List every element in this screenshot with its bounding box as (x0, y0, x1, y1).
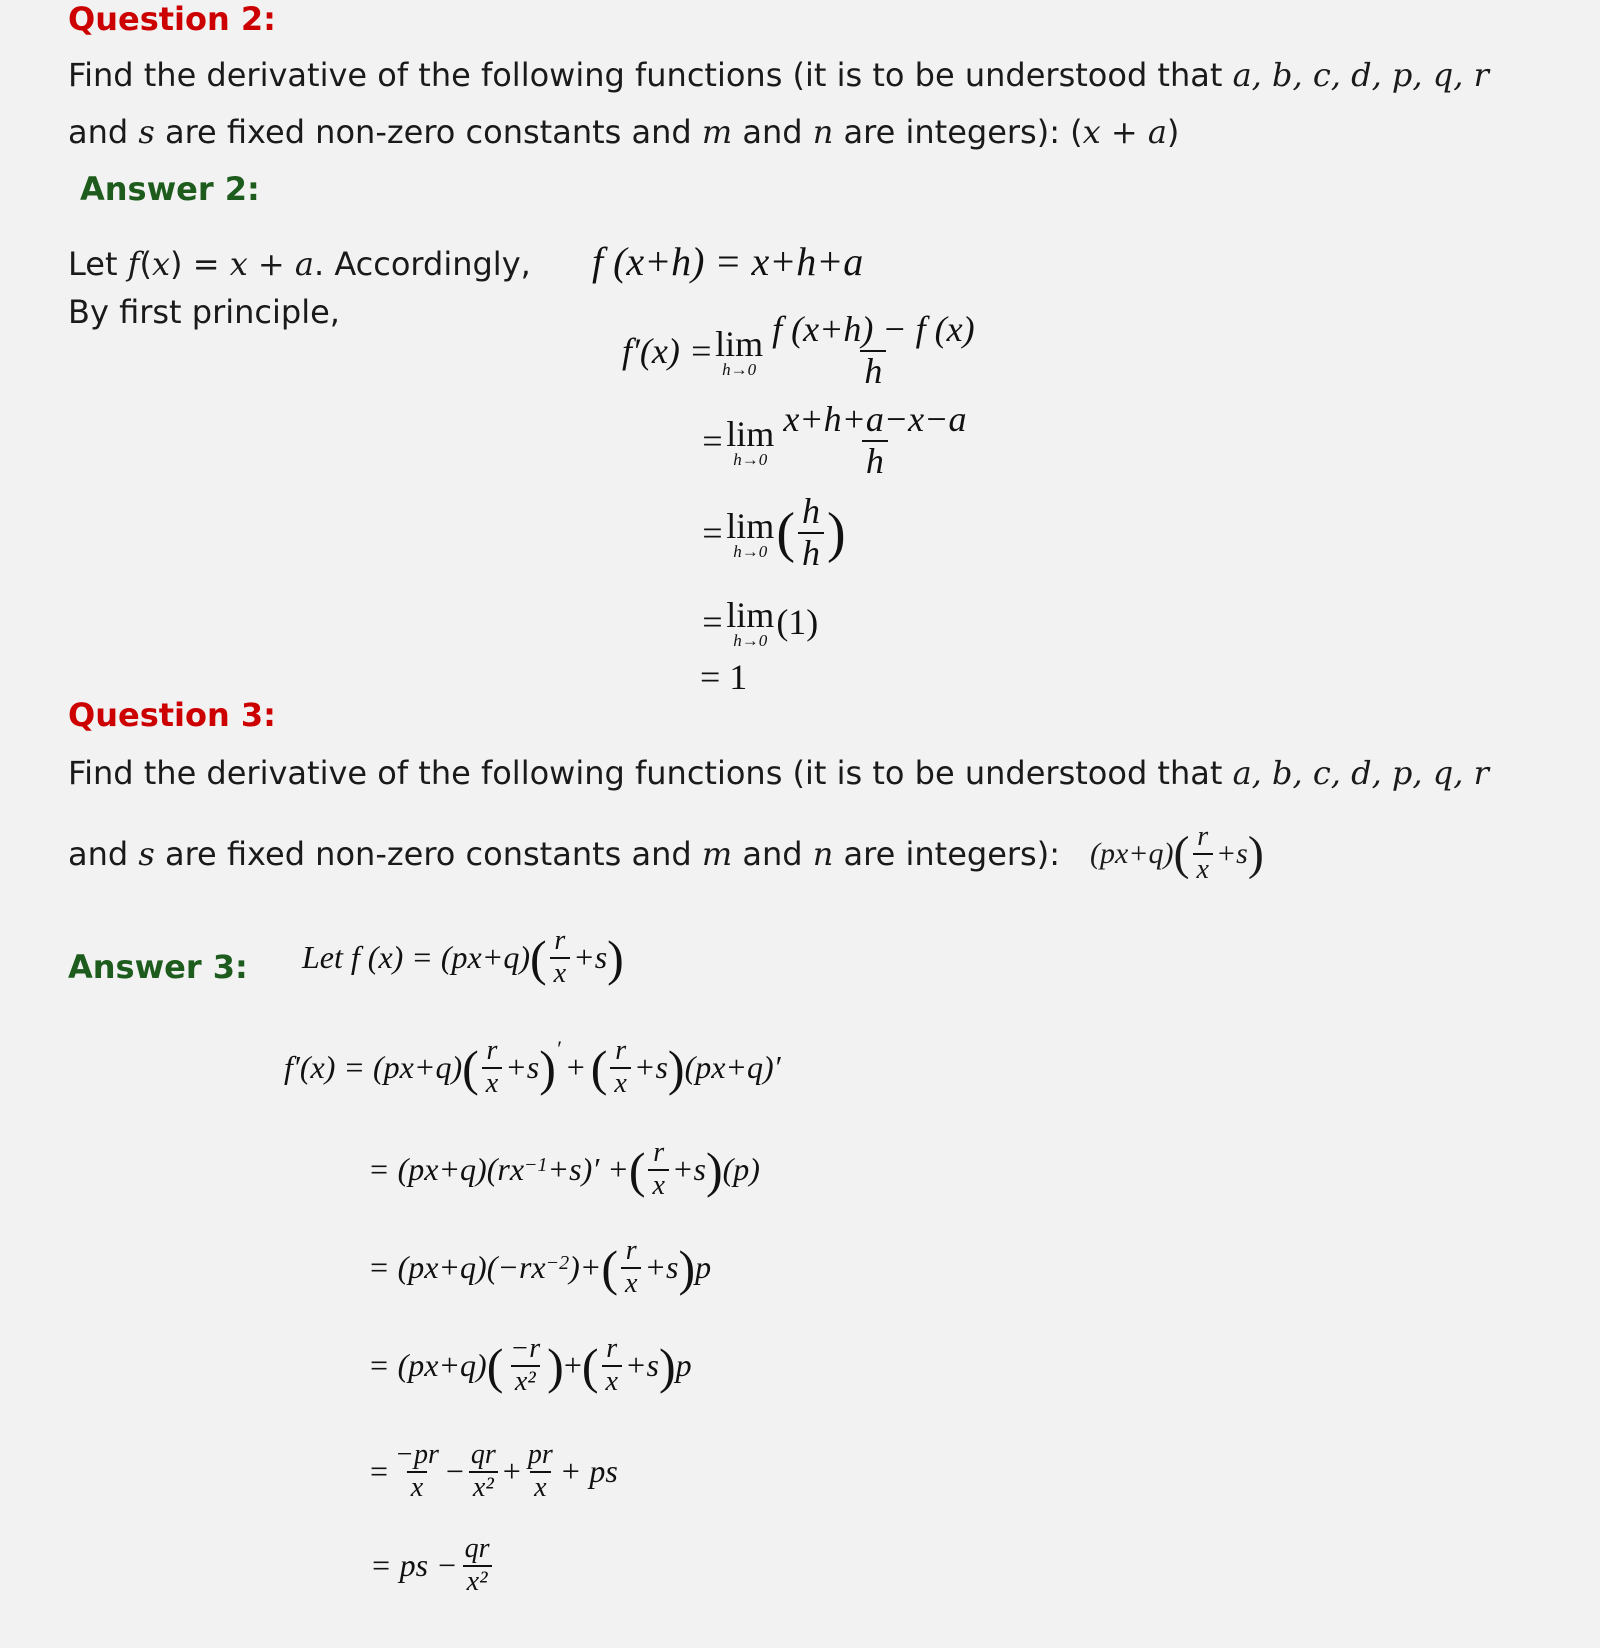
a2-step2-frac (779, 400, 970, 481)
paren-right: ) (659, 1337, 676, 1394)
answer-2-title: Answer 2: (80, 170, 260, 208)
q2-l2-expr: x + a (1082, 113, 1167, 151)
frac-num: −r (510, 1333, 541, 1364)
frac-num: r (1197, 821, 1209, 852)
a2-step-2 (700, 400, 973, 481)
a2-let-mid: ( (139, 245, 152, 283)
paren-left: ( (581, 1337, 599, 1394)
a3-step-5 (370, 1440, 618, 1504)
frac-den: x (602, 1365, 622, 1398)
a3-s5-tail: + ps (559, 1453, 618, 1490)
a3-let-plus-s: +s (573, 939, 608, 976)
a2-let-post: . Accordingly, (313, 245, 531, 283)
a3-s5-frac-2 (467, 1440, 500, 1504)
lim-sub: h→0 (722, 360, 757, 380)
frac-num: r (653, 1137, 665, 1168)
a3-s6-frac (461, 1534, 494, 1598)
paren-right: ) (678, 1239, 696, 1296)
frac-num: h (801, 491, 820, 531)
q2-l2-e: ) (1166, 113, 1180, 151)
a3-s3-tail: p (695, 1249, 712, 1286)
frac-num: qr (464, 1533, 490, 1564)
a2-step1-frac (768, 310, 979, 391)
a3-s4-a: = (px+q) (368, 1347, 487, 1384)
frac-num: x+h+a−x−a (783, 399, 967, 439)
a3-s3-sup: −2 (545, 1252, 570, 1274)
frac-num: pr (527, 1439, 553, 1470)
a2-step1-lhs: f′(x) = (622, 330, 714, 371)
a3-s3-b: )+ (569, 1249, 602, 1286)
a3-s1-frac-2 (610, 1036, 630, 1100)
q3-vars: a, b, c, d, p, q, r (1232, 754, 1489, 792)
frac-den: x (621, 1267, 641, 1300)
frac-num: r (486, 1035, 498, 1066)
q3-l2-text (68, 835, 1060, 873)
frac-den: x (550, 957, 570, 990)
q3-expr-plus: +s (1215, 836, 1248, 870)
paren-left: ( (776, 501, 795, 564)
a3-s5-frac-3 (524, 1440, 557, 1504)
q3-expr-frac (1193, 822, 1213, 886)
q2-l2-s: s (138, 113, 155, 151)
frac-den: x (482, 1067, 502, 1100)
frac-den: x² (511, 1365, 540, 1398)
q3-expression (1090, 822, 1264, 886)
paren-right: ) (705, 1141, 723, 1198)
a2-step4-eq: = (700, 601, 725, 642)
frac-num: f (x+h) − f (x) (772, 309, 975, 349)
a3-s1-plus-s-2: +s (633, 1049, 668, 1086)
lim-text: lim (726, 414, 775, 455)
paren-left: ( (601, 1239, 619, 1296)
a2-step2-lim (726, 413, 774, 468)
frac-den: x (530, 1471, 550, 1504)
paren-left: ( (486, 1337, 504, 1394)
lim-sub: h→0 (733, 542, 768, 562)
a2-step3-lim (726, 505, 774, 560)
q2-l2-d: are integers): ( (833, 113, 1083, 151)
q2-l2-c: and (732, 113, 813, 151)
frac-num: r (625, 1235, 637, 1266)
a3-step-2 (368, 1138, 760, 1202)
paren-right: ) (539, 1039, 556, 1096)
a3-s4-frac-1 (506, 1334, 544, 1398)
a2-let-x: x (152, 245, 171, 283)
a3-s2-b: +s)′ + (547, 1151, 629, 1188)
a2-step2-eq: = (700, 420, 725, 461)
prime-mark: ′ (555, 1036, 561, 1061)
a3-s5-op1: − (445, 1453, 464, 1490)
q2-line1-text: Find the derivative of the following functions (it is to be understood that (68, 56, 1233, 94)
answer-2-first-principle: By first principle, (68, 293, 340, 331)
lim-text: lim (715, 324, 764, 365)
q3-l2-s: s (138, 834, 155, 873)
frac-den: x (1193, 853, 1213, 886)
a3-s4-frac-2 (602, 1334, 622, 1398)
frac-den: h (860, 350, 886, 392)
a3-s5-eq: = (370, 1453, 389, 1490)
a2-step4-body: (1) (776, 601, 819, 642)
a3-s4-plus-s: +s (624, 1347, 659, 1384)
q2-vars: a, b, c, d, p, q, r (1232, 56, 1489, 94)
question-2-title: Question 2: (68, 0, 276, 38)
paren-right: ) (826, 501, 846, 564)
frac-den: x (407, 1471, 427, 1504)
frac-num: r (606, 1333, 618, 1364)
a3-let-lhs: Let f (x) = (px+q) (302, 939, 530, 976)
a2-let-f: f (127, 245, 140, 283)
q2-l2-n: n (812, 113, 834, 151)
frac-den: h (862, 440, 888, 482)
q3-l2-m: m (701, 834, 733, 873)
paren-right: ) (547, 1337, 564, 1394)
q3-l2-c: and (732, 834, 813, 873)
a2-let-eq: ) = (170, 245, 230, 283)
a3-s2-a: = (px+q)(rx (368, 1151, 525, 1188)
a3-s6-a: = ps − (370, 1547, 458, 1584)
a2-let-expr: x + a (229, 245, 314, 283)
a2-step-1 (622, 310, 982, 391)
frac-num: r (615, 1035, 627, 1066)
paren-left: ( (530, 929, 547, 986)
a2-step-4 (700, 594, 818, 649)
a3-s3-plus-s: +s (644, 1249, 679, 1286)
paren-left: ( (590, 1039, 608, 1096)
lim-text: lim (726, 595, 775, 635)
q3-l2-a: and (68, 834, 139, 873)
a3-s4-mid: + (563, 1347, 582, 1384)
a3-s1-plus-s: +s (505, 1049, 540, 1086)
frac-den: x (610, 1067, 630, 1100)
paren-left: ( (628, 1141, 646, 1198)
a3-step-3 (368, 1236, 711, 1300)
answer-2-let-line (68, 245, 531, 283)
a3-s3-a: = (px+q)(−rx (368, 1249, 546, 1286)
a3-s5-frac-1 (391, 1440, 443, 1504)
a3-s1-mid: + (566, 1049, 585, 1086)
frac-den: x² (469, 1471, 498, 1504)
lim-sub: h→0 (733, 450, 768, 470)
question-3-title: Question 3: (68, 696, 276, 734)
a2-step1-lim (715, 323, 763, 378)
frac-num: qr (470, 1439, 496, 1470)
a3-s1-lhs: f′(x) = (px+q) (284, 1049, 463, 1086)
a3-s2-tail: (p) (722, 1151, 760, 1188)
a3-step-4 (368, 1334, 692, 1398)
frac-den: h (798, 532, 824, 574)
q2-l2-a: and (68, 113, 139, 151)
question-2-line-2 (68, 113, 1179, 151)
a2-step-3 (700, 492, 846, 573)
a3-s1-tail: (px+q)′ (684, 1049, 781, 1086)
a2-step-5: = 1 (700, 657, 748, 697)
a3-let-line (302, 926, 624, 990)
paren-left: ( (462, 1039, 479, 1096)
a3-step-1 (284, 1036, 781, 1100)
paren-right: ) (667, 1039, 685, 1096)
answer-3-title: Answer 3: (68, 948, 248, 986)
a2-step3-frac (798, 492, 824, 573)
a3-s5-op2: + (502, 1453, 521, 1490)
paren-left: ( (1173, 826, 1190, 880)
a2-let-pre: Let (68, 245, 128, 283)
q2-l2-b: are fixed non-zero constants and (154, 113, 702, 151)
q3-expr-left: (px+q) (1089, 836, 1174, 870)
frac-den: x (648, 1169, 668, 1202)
q3-l2-d: are integers): (833, 834, 1060, 873)
q3-line1-text: Find the derivative of the following functions (it is to be understood that (68, 754, 1233, 792)
q3-l2-b: are fixed non-zero constants and (154, 834, 702, 873)
q3-l2-n: n (812, 834, 834, 873)
q2-l2-m: m (701, 113, 733, 151)
question-3-line-2 (68, 822, 1264, 886)
lim-sub: h→0 (733, 631, 768, 650)
paren-right: ) (607, 929, 624, 986)
frac-den: x² (463, 1565, 492, 1598)
lim-text: lim (726, 506, 775, 547)
question-3-line-1 (68, 754, 1489, 792)
a2-eq-fxh: f (x+h) = x+h+a (592, 239, 864, 284)
a2-step4-lim (726, 594, 774, 649)
a2-step3-eq: = (700, 512, 725, 553)
question-2-line-1 (68, 56, 1489, 94)
a3-step-6 (370, 1534, 497, 1598)
a3-s2-plus-s: +s (671, 1151, 706, 1188)
a3-s3-frac (621, 1236, 641, 1300)
a3-s2-frac (648, 1138, 668, 1202)
frac-num: r (554, 925, 566, 956)
a3-let-frac (550, 926, 570, 990)
a3-s2-sup: −1 (524, 1154, 548, 1176)
paren-right: ) (1247, 826, 1264, 880)
frac-num: −pr (395, 1439, 439, 1470)
a3-s4-tail: p (675, 1347, 692, 1384)
a3-s1-frac-1 (482, 1036, 502, 1100)
